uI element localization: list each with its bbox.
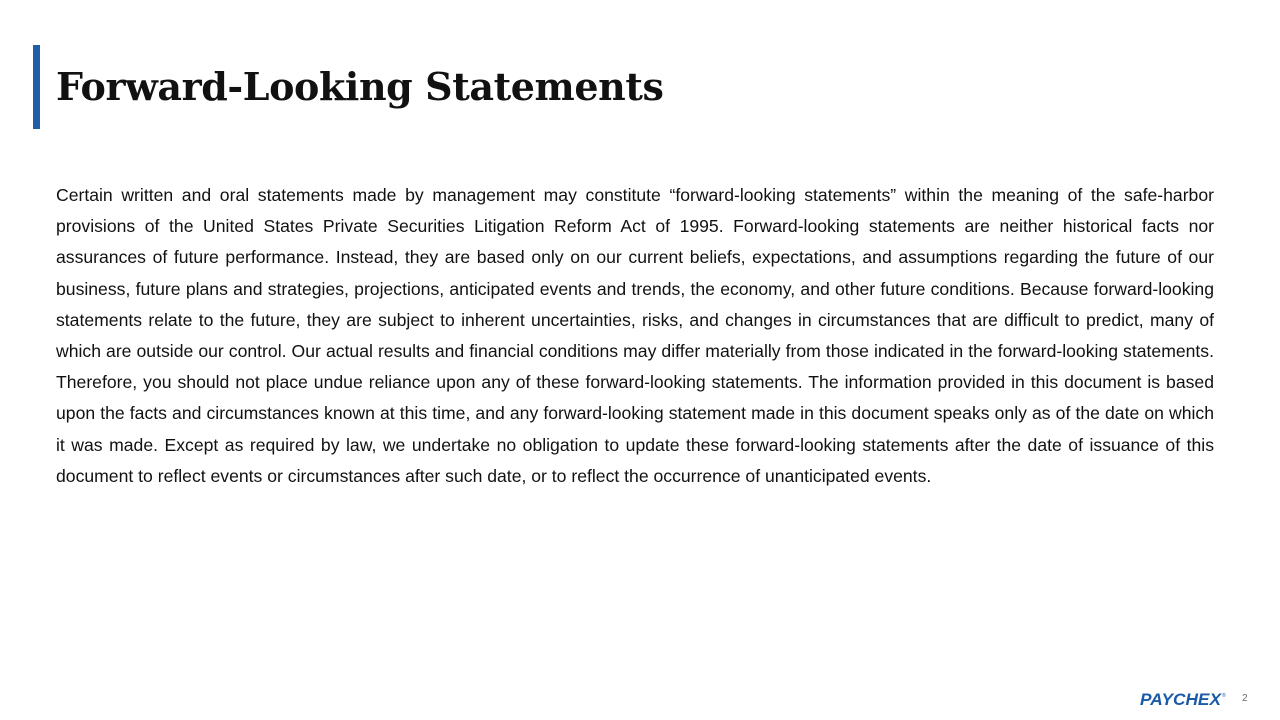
slide-title: Forward-Looking Statements (56, 64, 664, 109)
logo-trademark: ® (1222, 693, 1226, 699)
logo-wordmark: PAYCHEX (1140, 691, 1223, 709)
forward-looking-statement-text: Certain written and oral statements made by management may constitute “forward-looking statements” within the meaning of the safe-harbor provisions of the United States Private Securities Litigation Reform Act of 1995. Forward-looking statements are neither historical facts nor assurances of future performance. Instead, they are based only on our current beliefs, expectations, and assumptions regarding the future of our business, future plans and strategies, projections, anticipated events and trends, the economy, and other future conditions. Because forward-looking statements relate to the future, they are subject to inherent uncertainties, risks, and changes in circumstances that are difficult to predict, many of which are outside our control. Our actual results and financial conditions may differ materially from those indicated in the forward-looking statements. Therefore, you should not place undue reliance upon any of these forward-looking statements. The information provided in this document is based upon the facts and circumstances known at this time, and any forward-looking statement made in this document speaks only as of the date on which it was made. Except as required by law, we undertake no obligation to update these forward-looking statements after the date of issuance of this document to reflect events or circumstances after such date, or to reflect the occurrence of unanticipated events. (56, 185, 1214, 486)
title-accent-bar (33, 45, 40, 129)
paychex-logo (1140, 689, 1228, 709)
page-number: 2 (1242, 693, 1248, 704)
